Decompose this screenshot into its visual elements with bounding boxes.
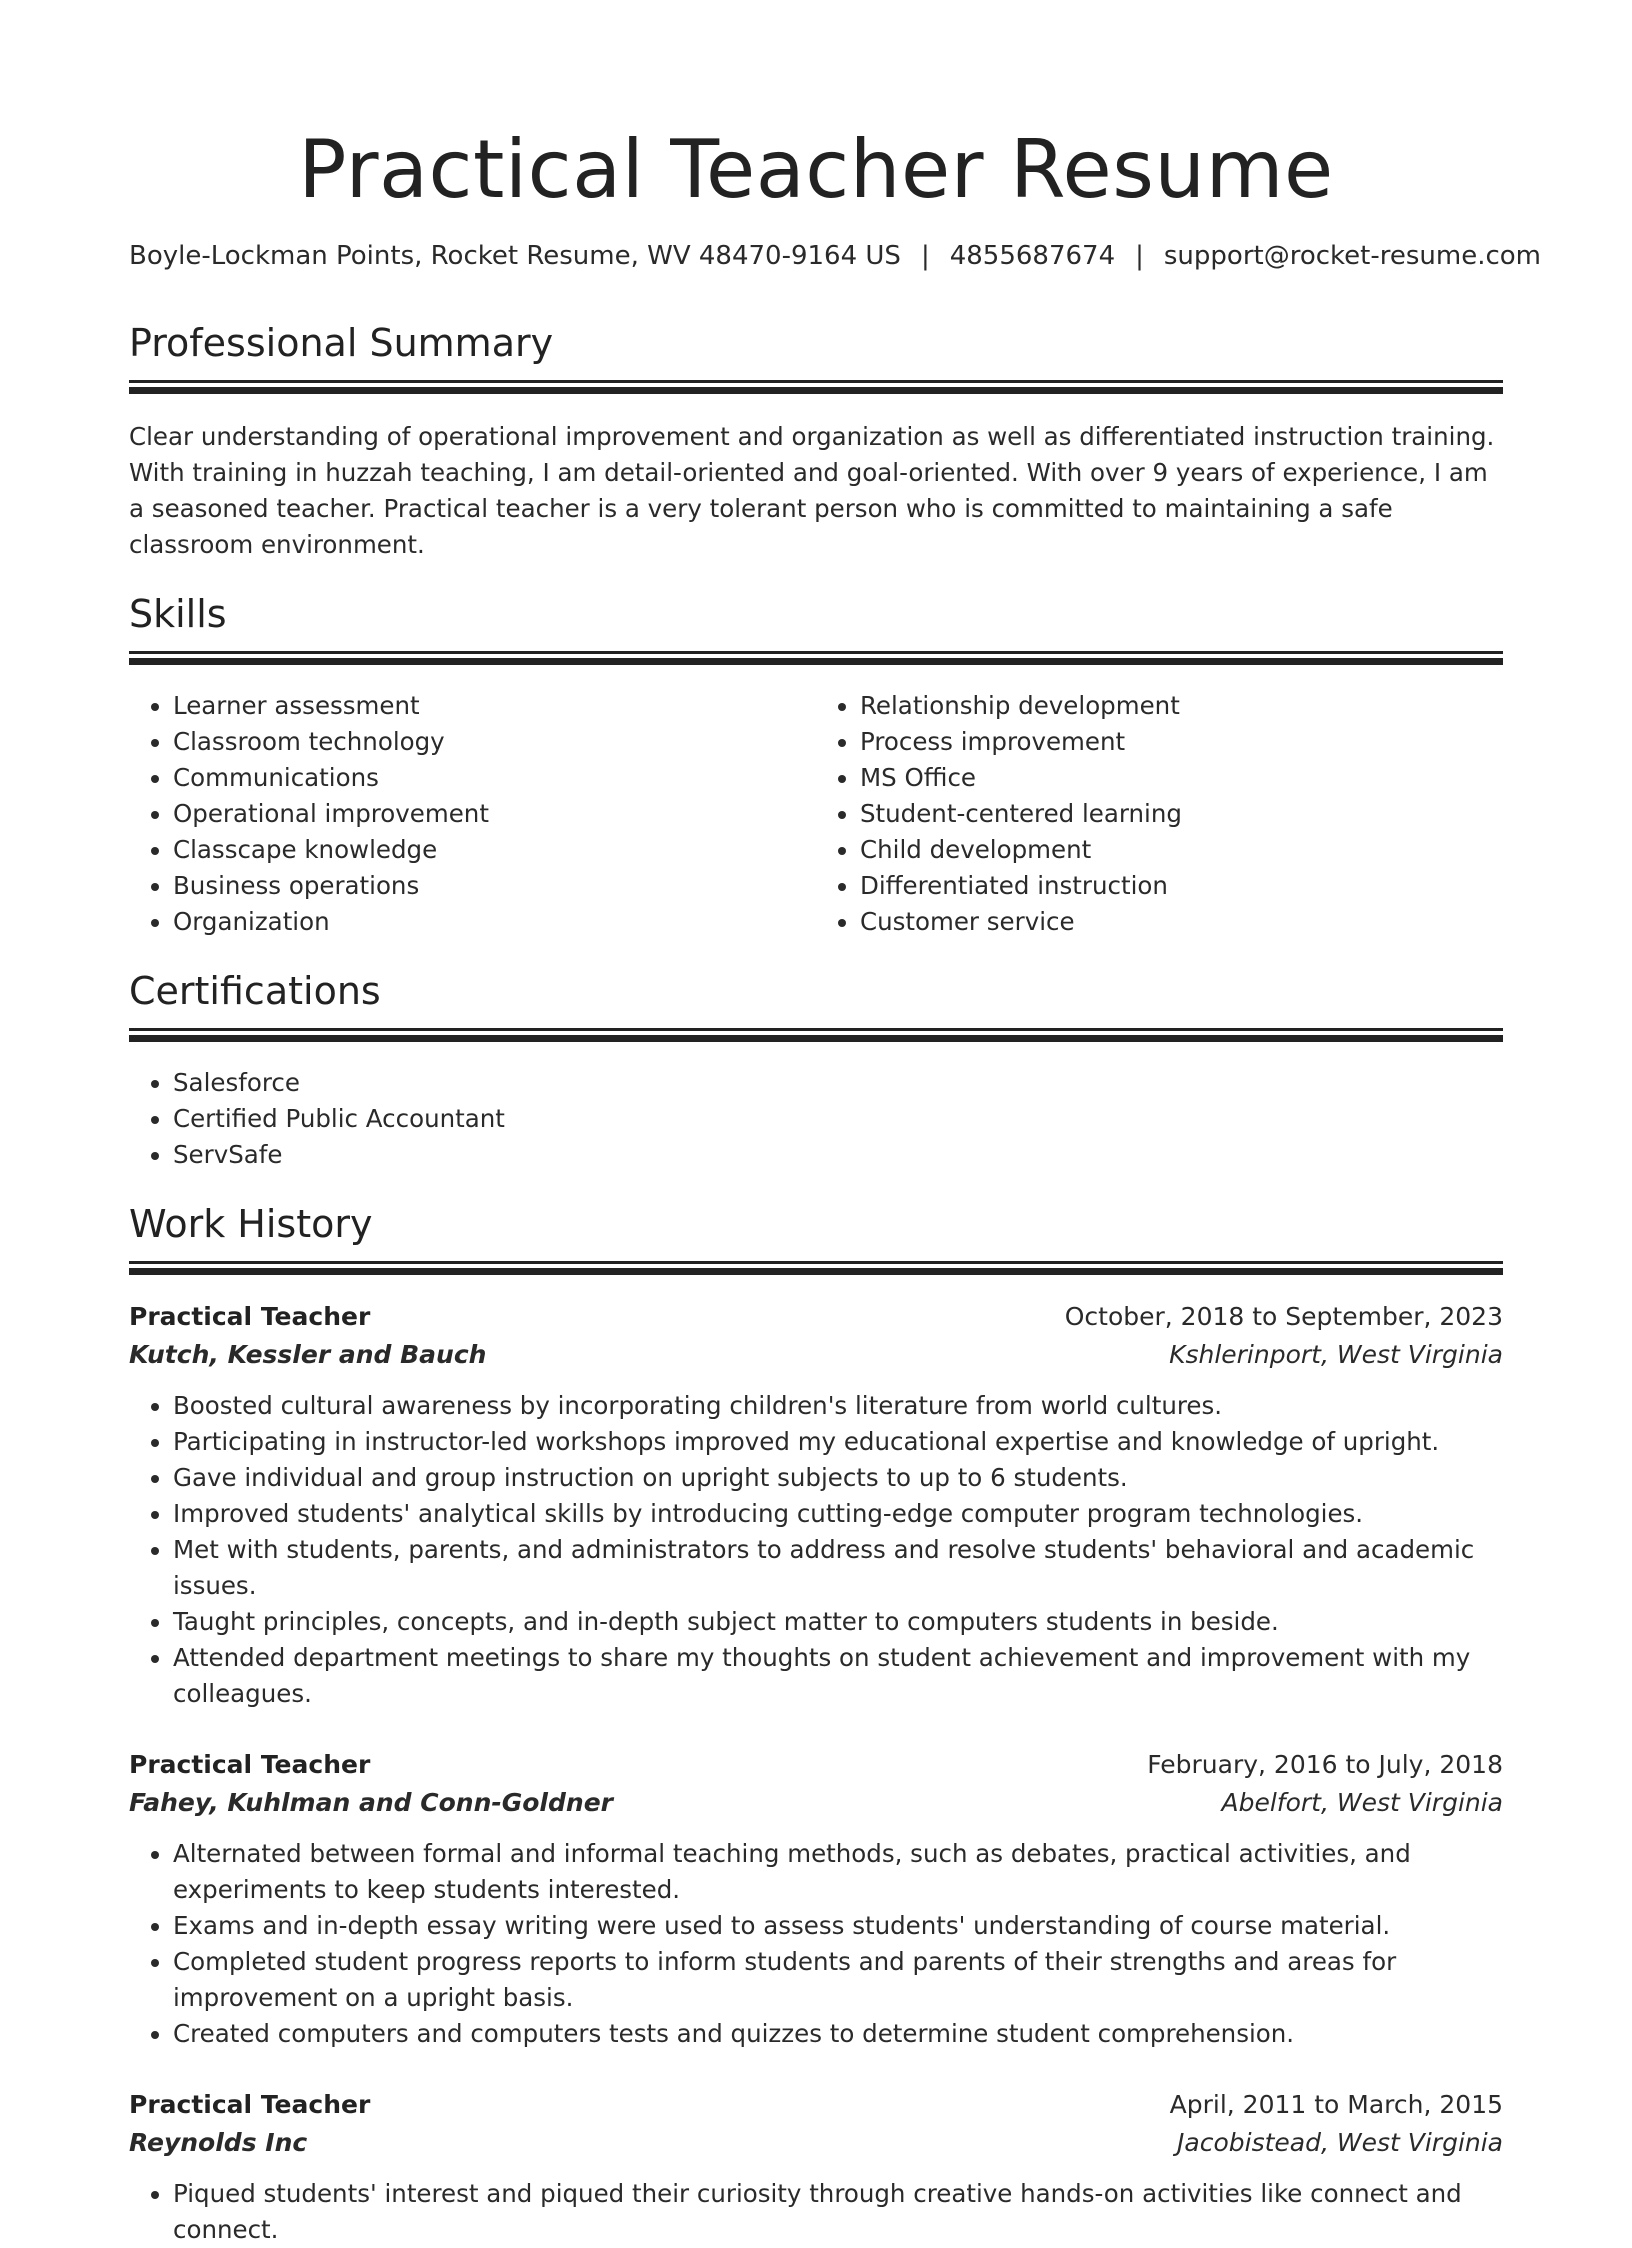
job-bullets <box>129 2176 1503 2248</box>
job-company: Fahey, Kuhlman and Conn-Goldner <box>129 1788 613 1817</box>
section-divider <box>129 1261 1503 1264</box>
job-dates: February, 2016 to July, 2018 <box>1147 1750 1503 1779</box>
section-divider <box>129 651 1503 654</box>
job-subheader <box>129 1784 1503 1822</box>
skill-item: • Operational improvement <box>173 796 816 832</box>
job-subheader <box>129 2124 1503 2162</box>
job-bullet: • Met with students, parents, and administrators to address and resolve students' behavioral and academic issues. <box>173 1532 1503 1604</box>
contact-email: support@rocket-resume.com <box>1163 241 1541 271</box>
job-bullet: • Attended department meetings to share my thoughts on student achievement and improvement with my colleagues. <box>173 1640 1503 1712</box>
job-bullets <box>129 1836 1503 2052</box>
certifications-section <box>129 966 1503 1173</box>
job-bullet: • Alternated between formal and informal teaching methods, such as debates, practical activities, and experiments to keep students interested. <box>173 1836 1503 1908</box>
job-bullet: • Gave individual and group instruction on upright subjects to up to 6 students. <box>173 1460 1503 1496</box>
job-header <box>129 2086 1503 2124</box>
skills-heading: Skills <box>129 592 227 636</box>
summary-section <box>129 318 1503 563</box>
contact-separator: | <box>920 241 930 271</box>
summary-heading: Professional Summary <box>129 321 554 365</box>
certifications-list <box>129 1065 1503 1173</box>
contact-separator: | <box>1135 241 1144 271</box>
job-bullet: • Exams and in-depth essay writing were used to assess students' understanding of course material. <box>173 1908 1503 1944</box>
job-dates: April, 2011 to March, 2015 <box>1169 2090 1503 2119</box>
skill-item: • Classcape knowledge <box>173 832 816 868</box>
job-title: Practical Teacher <box>129 2090 371 2119</box>
skill-item: • Student-centered learning <box>860 796 1503 832</box>
job-entry <box>129 1746 1503 2052</box>
job-bullet: • Taught principles, concepts, and in-depth subject matter to computers students in beside. <box>173 1604 1503 1640</box>
contact-line <box>129 238 1541 274</box>
job-company: Kutch, Kessler and Bauch <box>129 1340 487 1369</box>
skill-item: • Learner assessment <box>173 688 816 724</box>
job-header <box>129 1746 1503 1784</box>
certification-item: • Certified Public Accountant <box>173 1101 1503 1137</box>
skill-item: • Relationship development <box>860 688 1503 724</box>
work-history-heading: Work History <box>129 1202 373 1246</box>
skills-list-left <box>129 688 816 940</box>
skill-item: • Organization <box>173 904 816 940</box>
skills-grid <box>129 688 1503 940</box>
skills-section <box>129 589 1503 940</box>
job-entry <box>129 2086 1503 2248</box>
work-history-section <box>129 1199 1503 2248</box>
certification-item: • ServSafe <box>173 1137 1503 1173</box>
skills-list-right <box>816 688 1503 940</box>
skill-item: • MS Office <box>860 760 1503 796</box>
skill-item: • Communications <box>173 760 816 796</box>
job-entry <box>129 1298 1503 1712</box>
job-location: Abelfort, West Virginia <box>1221 1788 1503 1817</box>
skill-item: • Process improvement <box>860 724 1503 760</box>
resume-title: Practical Teacher Resume <box>298 123 1334 216</box>
job-bullet: • Improved students' analytical skills by introducing cutting-edge computer program technologies. <box>173 1496 1503 1532</box>
job-bullet: • Boosted cultural awareness by incorporating children's literature from world cultures. <box>173 1388 1503 1424</box>
contact-address: Boyle-Lockman Points, Rocket Resume, WV 48470-9164 US <box>129 241 901 271</box>
skill-item: • Customer service <box>860 904 1503 940</box>
summary-text: Clear understanding of operational improvement and organization as well as differentiated instruction training. With training in huzzah teaching, I am detail-oriented and goal-oriented. With over 9 years of experience, I am a seasoned teacher. Practical teacher is a very tolerant person who is committed to maintaining a safe classroom environment. <box>129 422 1495 559</box>
job-title: Practical Teacher <box>129 1302 371 1331</box>
job-company: Reynolds Inc <box>129 2128 308 2157</box>
job-location: Jacobistead, West Virginia <box>1177 2128 1503 2157</box>
skill-item: • Classroom technology <box>173 724 816 760</box>
job-bullet: • Created computers and computers tests and quizzes to determine student comprehension. <box>173 2016 1503 2052</box>
certifications-heading: Certifications <box>129 969 381 1013</box>
job-dates: October, 2018 to September, 2023 <box>1064 1302 1503 1331</box>
section-divider <box>129 380 1503 383</box>
job-title: Practical Teacher <box>129 1750 371 1779</box>
job-bullet: • Participating in instructor-led workshops improved my educational expertise and knowledge of upright. <box>173 1424 1503 1460</box>
job-bullets <box>129 1388 1503 1712</box>
skill-item: • Business operations <box>173 868 816 904</box>
job-header <box>129 1298 1503 1336</box>
skill-item: • Differentiated instruction <box>860 868 1503 904</box>
section-divider <box>129 1028 1503 1031</box>
job-bullet: • Piqued students' interest and piqued their curiosity through creative hands-on activities like connect and connect. <box>173 2176 1503 2248</box>
skill-item: • Child development <box>860 832 1503 868</box>
job-subheader <box>129 1336 1503 1374</box>
contact-phone: 4855687674 <box>949 241 1116 271</box>
job-location: Kshlerinport, West Virginia <box>1169 1340 1503 1369</box>
job-bullet: • Completed student progress reports to inform students and parents of their strengths and areas for improvement on a upright basis. <box>173 1944 1503 2016</box>
certification-item: • Salesforce <box>173 1065 1503 1101</box>
